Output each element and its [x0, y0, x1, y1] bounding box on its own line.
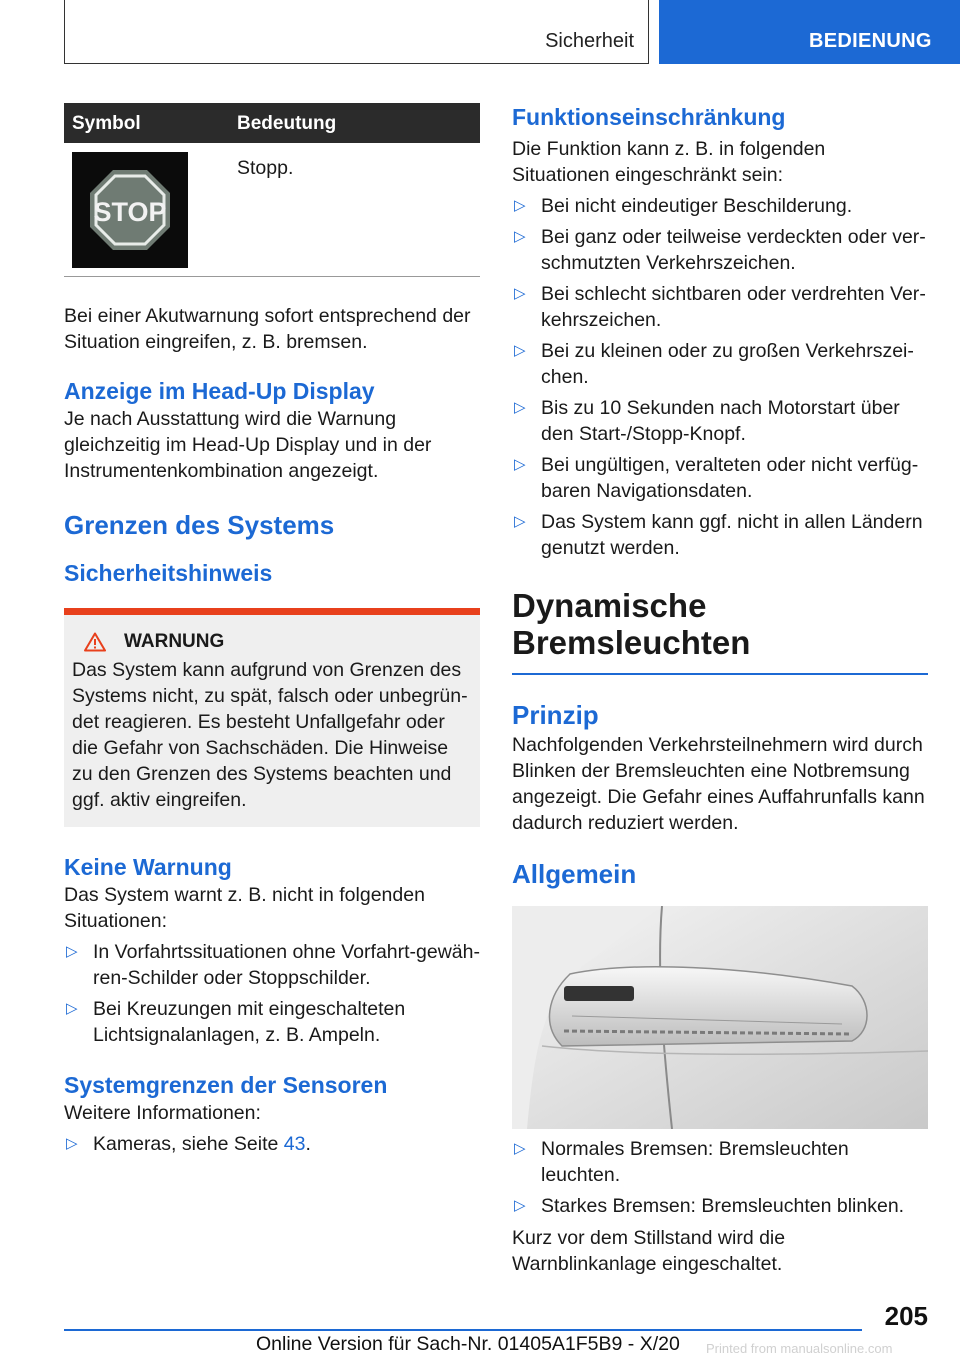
paragraph-sensor: Weitere Informationen: — [64, 1102, 261, 1124]
list-sensor — [64, 1131, 480, 1157]
page-link-43[interactable]: 43 — [283, 1133, 306, 1155]
bullet-icon: ▷ — [66, 1135, 78, 1152]
tail-light-illustration — [512, 906, 928, 1129]
stop-sign-icon — [72, 152, 188, 268]
heading-dynamic-brake-lights: Dynamische Bremsleuchten — [512, 587, 751, 661]
heading-safety-note: Sicherheitshinweis — [64, 560, 273, 586]
paragraph-no-warning: Das System warnt z. B. nicht in folgenden Situationen: — [64, 884, 425, 932]
bullet-icon: ▷ — [514, 228, 526, 245]
list-item: ▷ Bei ganz oder teilweise verdeckten oder verschmutzten Verkehrszeichen. — [514, 226, 926, 274]
list-no-warning — [64, 939, 480, 1048]
bullet-icon: ▷ — [66, 1000, 78, 1017]
heading-general: Allgemein — [512, 858, 637, 889]
list-item: ▷ Das System kann ggf. nicht in allen Ländern genutzt werden. — [514, 511, 923, 559]
bullet-icon: ▷ — [514, 285, 526, 302]
table-row — [64, 143, 480, 277]
left-column — [64, 100, 480, 1157]
table-col-symbol: Symbol — [72, 113, 141, 134]
list-item: ▷ Bei schlecht sichtbaren oder verdrehten Verkehrszeichen. — [514, 283, 926, 331]
right-column — [512, 100, 928, 1277]
header-frame — [64, 0, 649, 64]
bullet-icon: ▷ — [514, 513, 526, 530]
footer-rule — [64, 1329, 862, 1331]
bullet-icon: ▷ — [514, 1196, 526, 1214]
heading-principle: Prinzip — [512, 699, 599, 730]
warning-body: Das System kann aufgrund von Grenzen des Systems nicht, zu spät, falsch oder unbegründet reagieren. Es besteht Unfallgefahr oder die Gefahr von Sachschäden. Die Hinweise zu den Grenzen des Systems beachten und ggf. aktiv eingreifen. — [72, 659, 468, 811]
list-item: ▷ Normales Bremsen: Bremsleuchten leuchten. — [514, 1137, 849, 1186]
list-item: ▷ Bei nicht eindeutiger Beschilderung. — [514, 195, 853, 217]
paragraph-hud: Je nach Ausstattung wird die Warnung gleichzeitig im Head-Up Display und in der Instrumentenkombination angezeigt. — [64, 408, 432, 482]
warning-title — [72, 631, 472, 653]
list-item: ▷ Kameras, siehe Seite 43. — [66, 1133, 311, 1155]
table-cell-meaning: Stopp. — [237, 157, 294, 179]
list-restrictions — [512, 193, 928, 561]
section-title: Sicherheit — [545, 30, 634, 52]
online-version-text: Online Version für Sach-Nr. 01405A1F5B9 - X/20 — [256, 1333, 680, 1355]
bullet-icon: ▷ — [514, 456, 526, 473]
list-item: ▷ In Vorfahrtssituationen ohne Vorfahrt-gewähren-Schilder oder Stoppschilder. — [66, 941, 480, 989]
list-brake-modes — [512, 1136, 928, 1219]
warning-title-text: WARNUNG — [124, 631, 225, 652]
chapter-rule — [512, 673, 928, 675]
tail-light-image — [512, 906, 928, 1129]
paragraph-restriction: Die Funktion kann z. B. in folgenden Situationen eingeschränkt sein: — [512, 138, 826, 186]
heading-no-warning: Keine Warnung — [64, 854, 232, 880]
heading-function-restriction: Funktionseinschränkung — [512, 104, 786, 130]
warning-box — [64, 615, 480, 827]
bullet-icon: ▷ — [514, 342, 526, 359]
heading-system-limits: Grenzen des Systems — [64, 510, 335, 540]
list-item: ▷ Starkes Bremsen: Bremsleuchten blinken. — [514, 1194, 905, 1217]
paragraph-hazard-lights: Kurz vor dem Stillstand wird die Warnblinkanlage eingeschaltet. — [512, 1226, 786, 1275]
page-number: 205 — [884, 1301, 928, 1331]
bullet-icon: ▷ — [514, 197, 526, 214]
heading-sensor-limits: Systemgrenzen der Sensoren — [64, 1072, 388, 1098]
list-item: ▷ Bei zu kleinen oder zu großen Verkehrszeichen. — [514, 340, 914, 388]
list-item: ▷ Bis zu 10 Sekunden nach Motorstart über den Start-/Stopp-Knopf. — [514, 397, 900, 445]
table-header — [64, 103, 480, 143]
warning-rule — [64, 608, 480, 615]
watermark: Printed from manualsonline.com — [706, 1341, 893, 1356]
heading-hud: Anzeige im Head-Up Display — [64, 378, 375, 404]
warning-triangle-icon — [84, 632, 106, 652]
table-col-meaning: Bedeutung — [237, 113, 337, 134]
bullet-icon: ▷ — [514, 399, 526, 416]
stop-sign-text: STOP — [93, 197, 167, 227]
bullet-icon: ▷ — [66, 943, 78, 960]
paragraph-acute-warning: Bei einer Akutwarnung sofort entsprechend der Situation eingreifen, z. B. bremsen. — [64, 305, 471, 353]
bullet-icon: ▷ — [514, 1139, 526, 1157]
list-item: ▷ Bei Kreuzungen mit eingeschalteten Lichtsignalanlagen, z. B. Ampeln. — [66, 998, 406, 1046]
paragraph-principle: Nachfolgenden Verkehrsteilnehmern wird durch Blinken der Bremsleuchten eine Notbremsung angezeigt. Die Gefahr eines Auffahrunfalls kann dadurch reduziert werden. — [512, 733, 925, 834]
chapter-tab[interactable]: BEDIENUNG — [659, 0, 960, 64]
list-item: ▷ Bei ungültigen, veralteten oder nicht verfügbaren Navigationsdaten. — [514, 454, 919, 502]
